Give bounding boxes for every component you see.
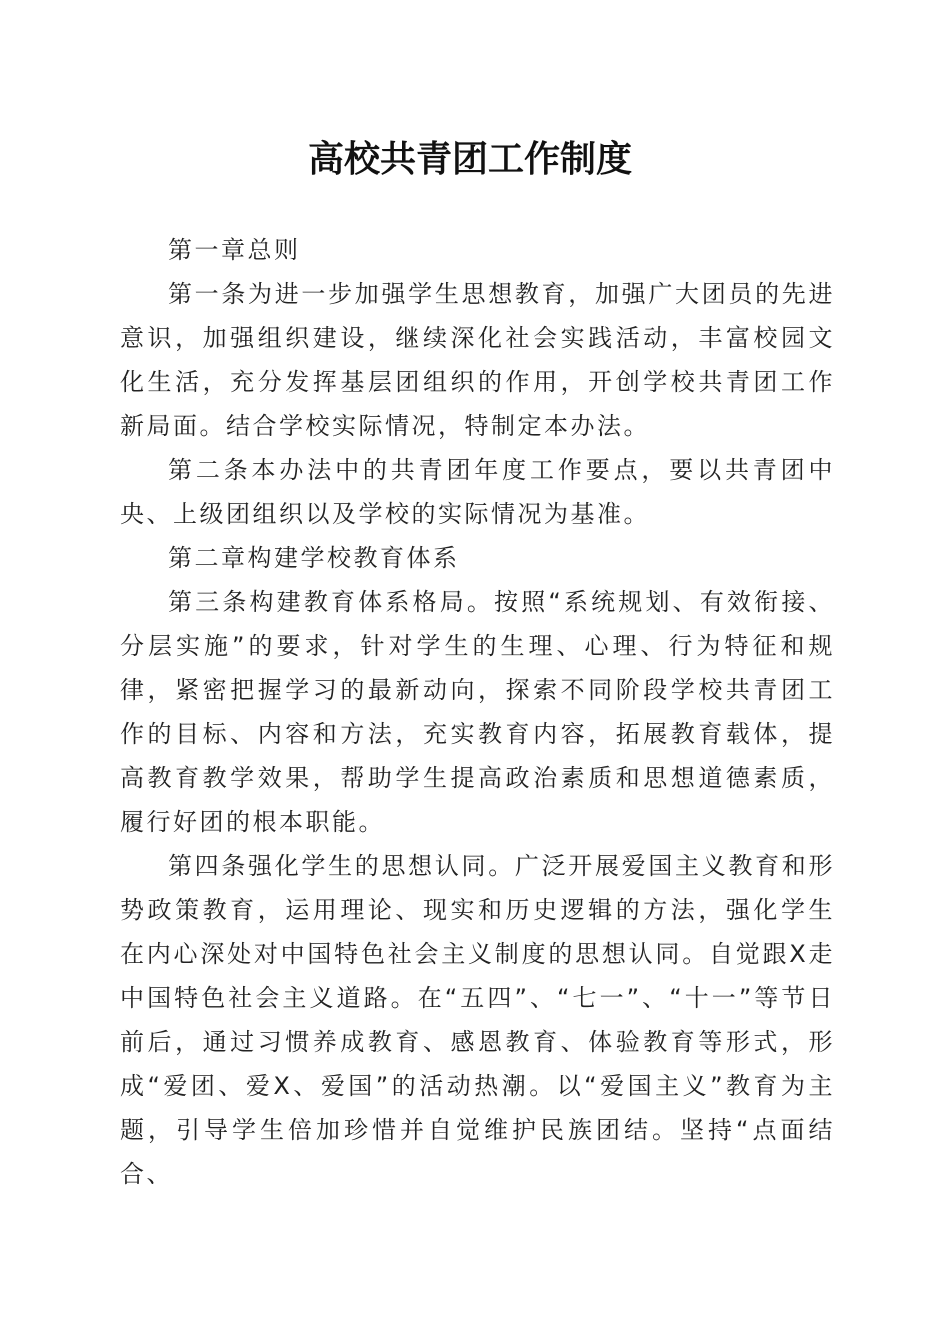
chapter-1-heading: 第一章总则 (168, 236, 301, 264)
article-4-paragraph: 第四条强化学生的思想认同。广泛开展爱国主义教育和形势政策教育，运用理论、现实和历史逻辑的方法，强化学生在内心深处对中国特色社会主义制度的思想认同。自觉跟X走中国特色社会主义道路。在“五四”、“七一”、“十一”等节日前后，通过习惯养成教育、感恩教育、体验教育等形式，形成“爱团、爱X、爱国”的活动热潮。以“爱国主义”教育为主题，引导学生倍加珍惜并自觉维护民族团结。坚持“点面结合、 (120, 852, 835, 1188)
article-2-paragraph: 第二条本办法中的共青团年度工作要点，要以共青团中央、上级团组织以及学校的实际情况为基准。 (120, 456, 835, 528)
article-3-paragraph: 第三条构建教育体系格局。按照“系统规划、有效衔接、分层实施”的要求，针对学生的生理、心理、行为特征和规律，紧密把握学习的最新动向，探索不同阶段学校共青团工作的目标、内容和方法，充实教育内容，拓展教育载体，提高教育教学效果，帮助学生提高政治素质和思想道德素质，履行好团的根本职能。 (120, 588, 835, 836)
article-1-paragraph: 第一条为进一步加强学生思想教育，加强广大团员的先进意识，加强组织建设，继续深化社会实践活动，丰富校园文化生活，充分发挥基层团组织的作用，开创学校共青团工作新局面。结合学校实际情况，特制定本办法。 (120, 280, 835, 440)
document-title: 高校共青团工作制度 (307, 138, 632, 180)
chapter-2-heading: 第二章构建学校教育体系 (168, 544, 460, 572)
document-body (120, 228, 835, 1196)
